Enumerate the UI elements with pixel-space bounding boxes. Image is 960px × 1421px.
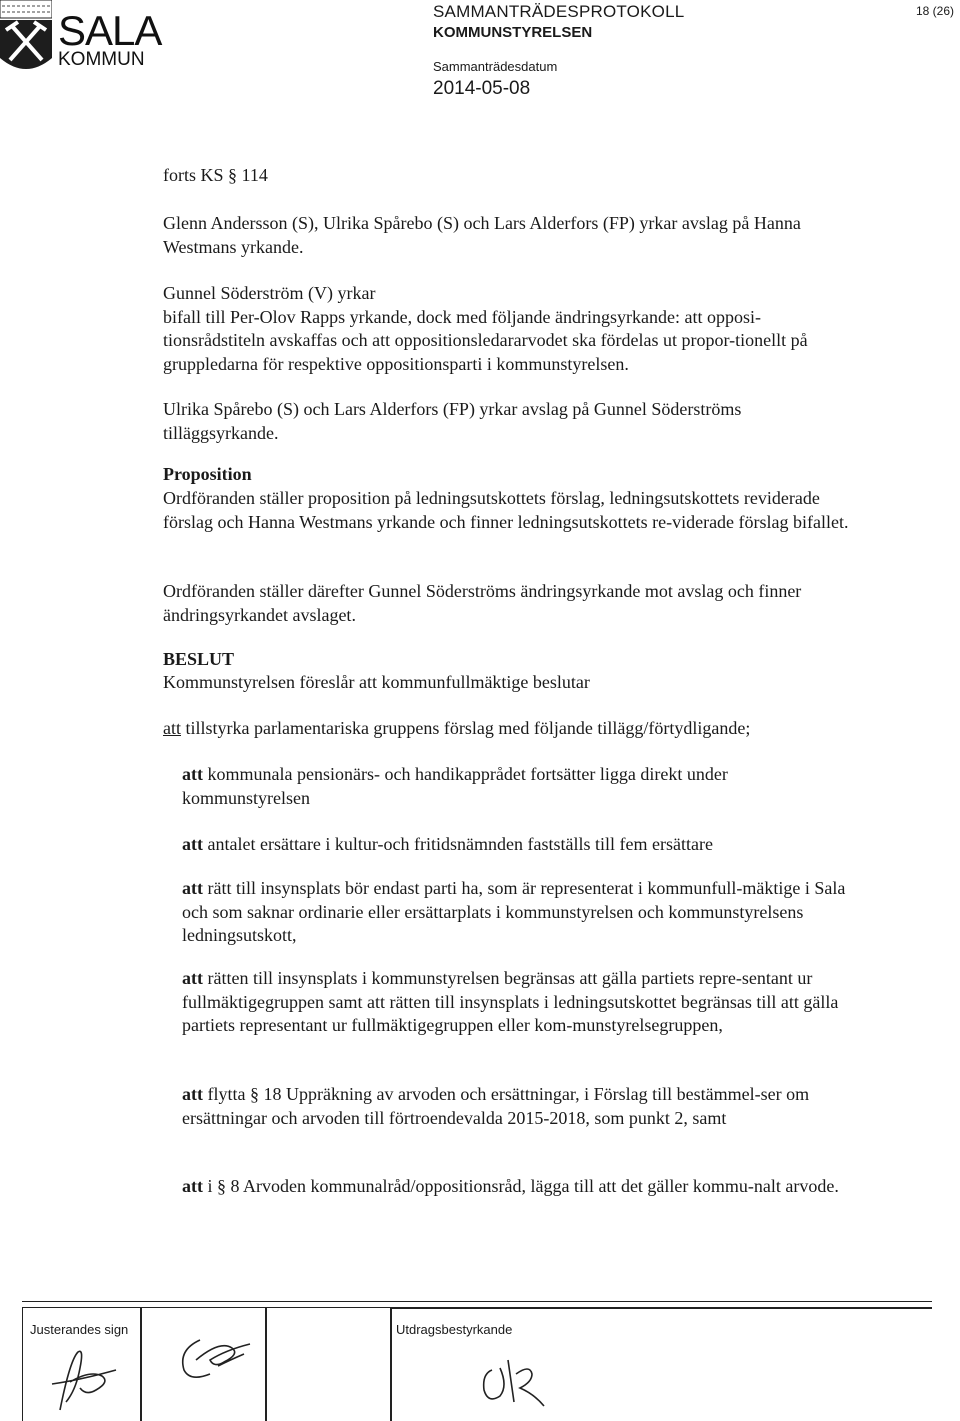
signature-divider [390, 1307, 392, 1421]
att-keyword: att [182, 1176, 203, 1196]
decision-heading: BESLUT [163, 649, 235, 669]
paragraph-rejection-amendment: Ulrika Spårebo (S) och Lars Alderfors (FP) yrkar avslag på Gunnel Söderströms tilläggsyrkande. [163, 399, 742, 443]
amendment-speaker: Gunnel Söderström (V) yrkar [163, 283, 376, 303]
municipality-crest-icon [0, 0, 52, 80]
logo-wordmark: SALA [58, 7, 162, 54]
signature-divider [265, 1307, 267, 1421]
proposition-heading: Proposition [163, 464, 252, 484]
main-clause-text: tillstyrka parlamentariska gruppens förslag med följande tillägg/förtydligande; [185, 718, 751, 738]
att-keyword: att [182, 834, 203, 854]
decision-item-text: kommunala pensionärs- och handikapprådet fortsätter ligga direkt under kommunstyrelsen [182, 764, 728, 808]
decision-item [182, 1175, 854, 1199]
logo-subtitle: KOMMUN [58, 49, 145, 70]
decision-item-text: antalet ersättare i kultur-och fritidsnämnden fastställs till fem ersättare [207, 834, 713, 854]
page-number: 18 (26) [915, 4, 954, 18]
decision-main-clause [163, 717, 853, 741]
handwritten-signature-icon [40, 1340, 130, 1420]
handwritten-initials-icon [474, 1350, 564, 1410]
decision-item-text: rätt till insynsplats bör endast parti ha, som är representerat i kommunfull-mäktige i Sala och som saknar ordinarie eller ersättarplats i kommunstyrelsen och kommunstyrelsens ledningsutskott, [182, 878, 846, 945]
meeting-date-label: Sammanträdesdatum [433, 59, 558, 74]
decision-intro: Kommunstyrelsen föreslår att kommunfullmäktige beslutar [163, 672, 590, 692]
document-type: SAMMANTRÄDESPROTOKOLL [433, 2, 685, 21]
paragraph-amendment-motion [163, 282, 853, 376]
amendment-text: bifall till Per-Olov Rapps yrkande, dock med följande ändringsyrkande: att opposi-tionsrådstiteln avskaffas och att oppositionsledararvodet ska fördelas ut propor-tionellt på gruppledarna för respektive oppositionsparti i kommunstyrelsen. [163, 306, 808, 374]
paragraph-rejection-motion: Glenn Andersson (S), Ulrika Spårebo (S) och Lars Alderfors (FP) yrkar avslag på Hanna Westmans yrkande. [163, 213, 801, 257]
att-keyword: att [182, 878, 203, 898]
meeting-date: 2014-05-08 [433, 78, 531, 99]
decision-item [182, 833, 854, 857]
board-name: KOMMUNSTYRELSEN [433, 24, 593, 41]
proposition-paragraph-2: Ordföranden ställer därefter Gunnel Söderströms ändringsyrkande mot avslag och finner ändringsyrkandet avslaget. [163, 581, 802, 625]
decision-item [182, 967, 854, 1038]
signature-label: Justerandes sign [30, 1322, 129, 1337]
decision-item [182, 1083, 854, 1130]
decision-item-text: rätten till insynsplats i kommunstyrelsen begränsas att gälla partiets repre-sentant ur fullmäktigegruppen samt att rätten till insynsplats i ledningsutskottet begränsas till att gälla partiets representant ur fullmäktigegruppen eller kom-munstyrelsegruppen, [182, 968, 839, 1035]
att-keyword: att [182, 1084, 203, 1104]
decision-item [182, 877, 854, 948]
proposition-paragraph-1: Ordföranden ställer proposition på ledningsutskottets förslag, ledningsutskottets reviderade förslag och Hanna Westmans yrkande och finner ledningsutskottets re-viderade förslag bifallet. [163, 488, 849, 532]
att-keyword: att [182, 764, 203, 784]
signature-divider [140, 1307, 142, 1421]
decision-item-text: i § 8 Arvoden kommunalråd/oppositionsråd, lägga till att det gäller kommu-nalt arvode. [207, 1176, 839, 1196]
att-keyword: att [182, 968, 203, 988]
decision-item-text: flytta § 18 Uppräkning av arvoden och ersättningar, i Förslag till bestämmel-ser om ersättningar och arvoden till förtroendevalda 2015-2018, som punkt 2, samt [182, 1084, 810, 1128]
extract-certification-label: Utdragsbestyrkande [396, 1322, 513, 1337]
decision-item [182, 763, 854, 810]
section-reference: forts KS § 114 [163, 165, 268, 185]
att-keyword: att [163, 718, 181, 738]
footer-top-border [390, 1307, 932, 1309]
handwritten-signature-icon [170, 1330, 260, 1390]
footer-divider [22, 1301, 932, 1302]
